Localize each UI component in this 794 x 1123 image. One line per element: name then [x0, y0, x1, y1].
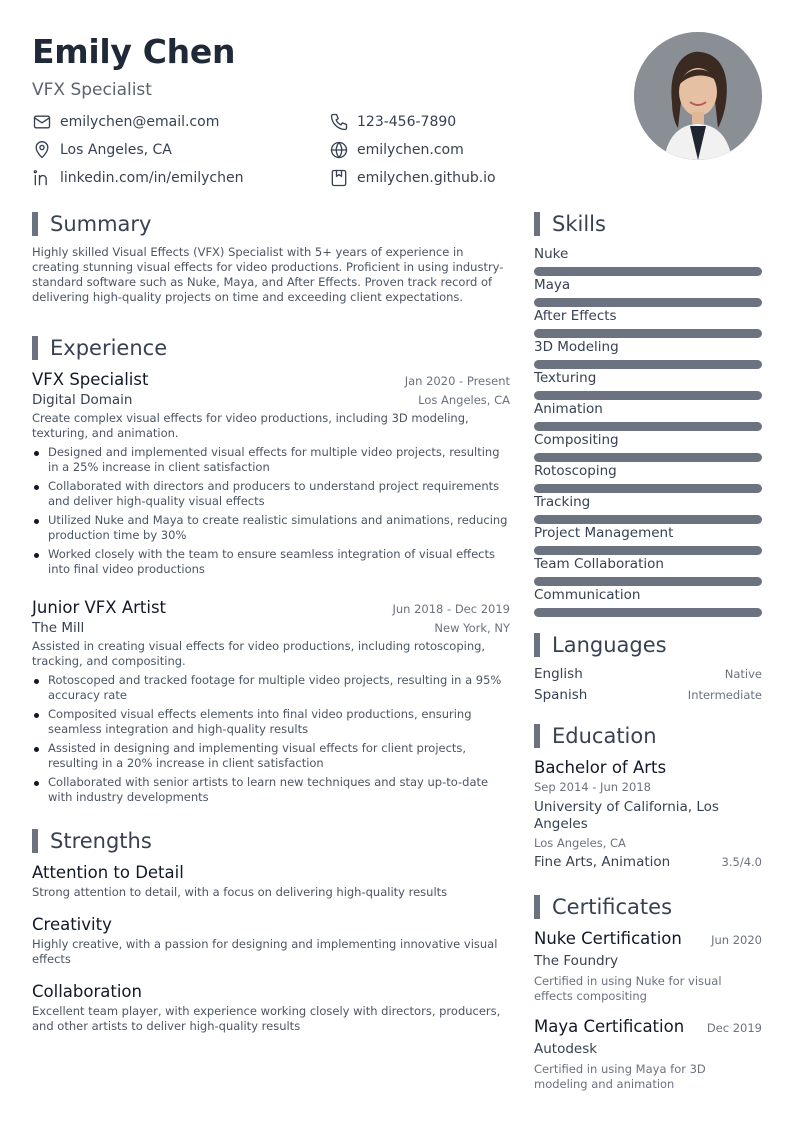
certificate-issuer: Autodesk	[534, 1041, 598, 1057]
skill-item	[534, 339, 762, 370]
certificate-title: Nuke Certification	[534, 929, 682, 948]
job-bullet: Rotoscoped and tracked footage for multiple video projects, resulting in a 95% accuracy rate	[32, 673, 510, 703]
skill-item	[534, 370, 762, 401]
experience-heading-text: Experience	[50, 336, 168, 360]
skill-item	[534, 401, 762, 432]
skill-item	[534, 308, 762, 339]
phone-icon	[329, 112, 349, 132]
skill-name: Nuke	[534, 246, 569, 262]
skill-name: Animation	[534, 401, 603, 417]
job-bullet: Composited visual effects elements into final video productions, ensuring seamless integration and high-quality results	[32, 707, 510, 737]
location-text: Los Angeles, CA	[60, 142, 172, 158]
job-entry	[32, 598, 510, 809]
language-name: English	[534, 666, 583, 682]
job-bullet: Worked closely with the team to ensure seamless integration of visual effects into final video productions	[32, 547, 510, 577]
skill-bar	[534, 484, 762, 493]
skill-item	[534, 587, 762, 618]
certificate-item	[534, 1017, 762, 1092]
job-bullet: Collaborated with senior artists to learn new techniques and stay up-to-date with industry developments	[32, 775, 510, 805]
certificate-item	[534, 929, 762, 1004]
strength-title: Collaboration	[32, 982, 142, 1001]
strength-item	[32, 915, 510, 967]
skill-name: After Effects	[534, 308, 617, 324]
language-level: Native	[724, 667, 762, 681]
certificates-heading	[534, 895, 672, 919]
school-location: Los Angeles, CA	[534, 836, 626, 850]
heading-accent-bar	[32, 212, 38, 236]
languages-heading-text: Languages	[552, 633, 667, 657]
heading-accent-bar	[534, 895, 540, 919]
certificates-heading-text: Certificates	[552, 895, 673, 919]
email-text: emilychen@email.com	[60, 114, 220, 130]
languages-heading	[534, 633, 667, 657]
contact-github[interactable]	[329, 168, 496, 188]
phone-text: 123-456-7890	[357, 114, 457, 130]
job-location: Los Angeles, CA	[418, 393, 510, 407]
skill-name: Texturing	[534, 370, 597, 386]
bookmark-icon	[329, 168, 349, 188]
skill-bar	[534, 546, 762, 555]
certificate-text: Certified in using Maya for 3D modeling and animation	[534, 1062, 706, 1091]
mail-icon	[32, 112, 52, 132]
job-entry	[32, 370, 510, 581]
profile-photo	[634, 32, 762, 160]
job-company: The Mill	[32, 620, 85, 636]
summary-heading	[32, 212, 151, 236]
heading-accent-bar	[32, 336, 38, 360]
skill-item	[534, 432, 762, 463]
candidate-title: VFX Specialist	[32, 80, 152, 100]
skill-name: Communication	[534, 587, 641, 603]
strength-text: Highly creative, with a passion for designing and implementing innovative visual effects	[32, 937, 498, 966]
skill-bar	[534, 608, 762, 617]
skill-item	[534, 494, 762, 525]
skills-list	[534, 246, 762, 618]
skill-bar	[534, 422, 762, 431]
summary-text: Highly skilled Visual Effects (VFX) Specialist with 5+ years of experience in creating stunning visual effects for video productions. Proficient in using industry-standard software such as Nuke, Maya, and After Effects. Proven track record of delivering high-quality projects on time and exceeding client expectations.	[32, 245, 504, 304]
field-of-study: Fine Arts, Animation	[534, 854, 671, 870]
linkedin-text: linkedin.com/in/emilychen	[60, 170, 244, 186]
strength-text: Excellent team player, with experience working closely with directors, producers, and other artists to deliver high-quality results	[32, 1004, 501, 1033]
skill-bar	[534, 453, 762, 462]
contact-location	[32, 140, 172, 160]
contact-linkedin[interactable]	[32, 168, 243, 188]
candidate-name: Emily Chen	[32, 32, 236, 71]
heading-accent-bar	[534, 212, 540, 236]
job-location: New York, NY	[434, 621, 510, 635]
skill-name: Rotoscoping	[534, 463, 617, 479]
skills-heading-text: Skills	[552, 212, 606, 236]
job-dates: Jan 2020 - Present	[404, 374, 510, 388]
certificate-issuer: The Foundry	[534, 953, 619, 969]
languages-list	[534, 666, 762, 708]
language-item	[534, 666, 762, 687]
skill-bar	[534, 329, 762, 338]
certificate-text: Certified in using Nuke for visual effects compositing	[534, 974, 722, 1003]
school-name: University of California, Los Angeles	[534, 799, 719, 832]
certificate-date: Jun 2020	[711, 933, 762, 947]
education-dates: Sep 2014 - Jun 2018	[534, 780, 651, 794]
skill-name: Compositing	[534, 432, 619, 448]
skill-name: 3D Modeling	[534, 339, 619, 355]
skill-item	[534, 556, 762, 587]
certificate-date: Dec 2019	[706, 1021, 762, 1035]
skill-bar	[534, 391, 762, 400]
degree: Bachelor of Arts	[534, 758, 667, 777]
job-bullets	[32, 673, 510, 805]
linkedin-icon	[32, 168, 52, 188]
skill-bar	[534, 577, 762, 586]
strength-item	[32, 863, 510, 900]
job-bullet: Designed and implemented visual effects for multiple video projects, resulting in a 25% increase in client satisfaction	[32, 445, 510, 475]
strength-text: Strong attention to detail, with a focus on delivering high-quality results	[32, 885, 448, 899]
education-heading	[534, 724, 657, 748]
globe-icon	[329, 140, 349, 160]
map-pin-icon	[32, 140, 52, 160]
website-text: emilychen.com	[357, 142, 464, 158]
job-bullets	[32, 445, 510, 577]
strengths-heading	[32, 829, 152, 853]
job-title: Junior VFX Artist	[32, 598, 167, 617]
certificate-title: Maya Certification	[534, 1017, 685, 1036]
skill-item	[534, 525, 762, 556]
job-description: Create complex visual effects for video productions, including 3D modeling, texturing, and animation.	[32, 411, 469, 440]
contact-website[interactable]	[329, 140, 464, 160]
heading-accent-bar	[534, 724, 540, 748]
skill-name: Project Management	[534, 525, 674, 541]
job-dates: Jun 2018 - Dec 2019	[392, 602, 510, 616]
job-bullet: Utilized Nuke and Maya to create realistic simulations and animations, reducing production time by 30%	[32, 513, 510, 543]
summary-heading-text: Summary	[50, 212, 152, 236]
skill-bar	[534, 267, 762, 276]
heading-accent-bar	[534, 633, 540, 657]
skill-bar	[534, 298, 762, 307]
strength-title: Creativity	[32, 915, 112, 934]
language-level: Intermediate	[687, 688, 762, 702]
education-entry	[534, 758, 762, 871]
skill-item	[534, 463, 762, 494]
contact-email[interactable]	[32, 112, 219, 132]
skill-bar	[534, 515, 762, 524]
skill-name: Maya	[534, 277, 571, 293]
skill-item	[534, 277, 762, 308]
strengths-heading-text: Strengths	[50, 829, 152, 853]
heading-accent-bar	[32, 829, 38, 853]
contact-phone[interactable]	[329, 112, 456, 132]
skill-item	[534, 246, 762, 277]
strength-title: Attention to Detail	[32, 863, 184, 882]
skill-bar	[534, 360, 762, 369]
skills-heading	[534, 212, 606, 236]
language-item	[534, 687, 762, 708]
github-text: emilychen.github.io	[357, 170, 496, 186]
job-title: VFX Specialist	[32, 370, 149, 389]
experience-heading	[32, 336, 167, 360]
skill-name: Tracking	[534, 494, 591, 510]
skill-name: Team Collaboration	[534, 556, 664, 572]
job-company: Digital Domain	[32, 392, 133, 408]
job-bullet: Assisted in designing and implementing visual effects for client projects, resulting in a 20% increase in client satisfaction	[32, 741, 510, 771]
language-name: Spanish	[534, 687, 588, 703]
gpa: 3.5/4.0	[721, 855, 762, 869]
job-description: Assisted in creating visual effects for video productions, including rotoscoping, tracking, and compositing.	[32, 639, 486, 668]
job-bullet: Collaborated with directors and producers to understand project requirements and deliver high-quality visual effects	[32, 479, 510, 509]
education-heading-text: Education	[552, 724, 657, 748]
strength-item	[32, 982, 510, 1034]
